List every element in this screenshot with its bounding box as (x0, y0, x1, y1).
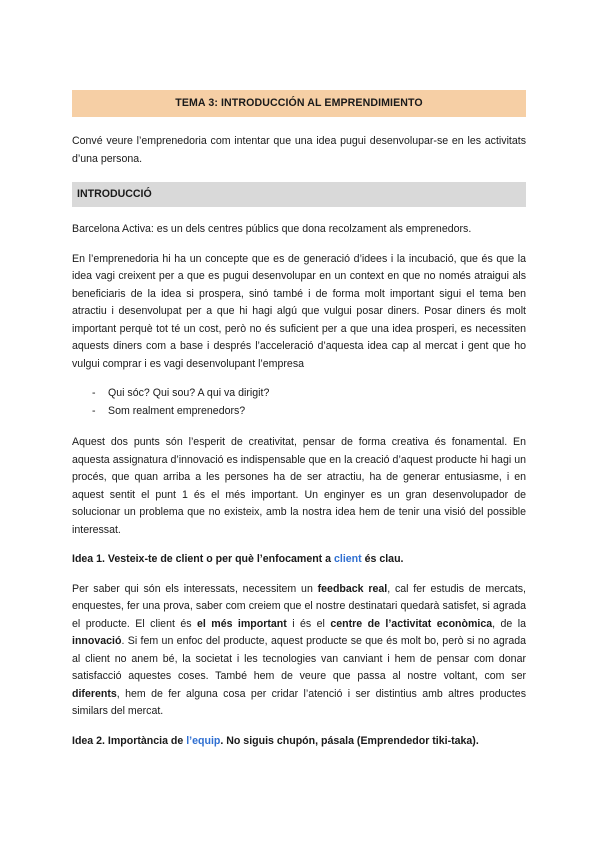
p4-text: , cal fer estudis de mercats, enquestes, fer una prova, saber com creiem que el nostre destinatari quedarà satisfet, si agrada el producte. El client és (72, 582, 527, 630)
p4-bold: feedback real (317, 582, 388, 595)
p4-text: Per saber qui són els interessats, necessitem un (72, 582, 318, 595)
idea-1-highlight: client (334, 553, 362, 565)
document-content (72, 90, 526, 762)
idea-1-heading (72, 551, 526, 569)
idea-1-post: és clau. (361, 553, 404, 565)
page-title-text: TEMA 3: INTRODUCCIÓN AL EMPRENDIMIENTO (175, 96, 423, 109)
p4-bold: centre de l’activitat econòmica (330, 617, 493, 630)
p4-bold: diferents (72, 687, 117, 700)
idea-2-heading (72, 733, 526, 751)
list-item (72, 403, 526, 421)
paragraph-creativitat: Aquest dos punts són l’esperit de creativitat, pensar de forma creativa és fonamental. En aquesta assignatura d’innovació es indispensable que en la creació d’aquest producte hi hagi un procés, que quan arriba a les persones ha de ser atractiu, ha de generar entusiasme, i en aquest sentit el punt 1 és el més important. Un enginyer es un gran desenvolupador de solucionar un problema que no existeix, amb la nostra idea hem de tenir una visió del possible interessat. (72, 436, 526, 536)
list-dash: - (92, 404, 96, 417)
list-item-text: Qui sóc? Qui sou? A qui va dirigit? (108, 387, 270, 399)
idea-1-pre: Idea 1. Vesteix-te de client o per què l’enfocament a (72, 553, 334, 565)
idea-2-highlight: l’equip (186, 734, 221, 747)
intro-paragraph: Convé veure l’emprenedoria com intentar que una idea pugui desenvolupar-se en les activitats d’una persona. (72, 135, 526, 165)
question-list (72, 385, 526, 420)
paragraph-emprenedoria: En l’emprenedoria hi ha un concepte que es de generació d’idees i la incubació, que és que la idea vagi creixent per a que es pugui desenvolupar en un context en que no només atraigui als beneficiaris de la idea si prospera, sinó també i de forma molt important sigui el tema ben atractiu i desenvolupat per a que hi hagi algú que vulgui posar diners. Posar diners és molt important perquè tot té un cost, però no és suficient per a que una idea prosperi, es necessiten aquests diners com a base i després l’acceleració d’aquesta idea cap al mercat i gent que ho vulgui comprar i es vagi desenvolupant l’empresa (72, 252, 526, 370)
p4-text: , hem de fer alguna cosa per cridar l’atenció i ser distintius amb altres productes similars del mercat. (72, 687, 526, 717)
page-title (72, 90, 526, 117)
p4-bold: el més important (197, 617, 287, 630)
idea-2-pre: Idea 2. Importància de (72, 734, 187, 747)
p4-text: . Si fem un enfoc del producte, aquest producte se que és molt bo, però si no agrada al client no anem bé, la societat i les tecnologies van canviant i hem de pensar com donar satisfacció aquestes coses. També hem de veure que passa al nostre voltant, com ser (72, 635, 526, 682)
list-item-text: Som realment emprenedors? (108, 404, 246, 417)
idea-2-post: . No siguis chupón, pásala (Emprendedor tiki-taka). (220, 734, 479, 747)
p4-text: , de la (492, 617, 526, 630)
section-heading-text: INTRODUCCIÓ (77, 187, 152, 200)
paragraph-barcelona-activa: Barcelona Activa: es un dels centres públics que dona recolzament als emprenedors. (72, 223, 472, 235)
p4-text: i és el (286, 617, 331, 630)
p4-bold: innovació (72, 635, 122, 647)
section-heading (72, 182, 526, 207)
list-dash: - (92, 387, 96, 399)
list-item (72, 385, 526, 403)
paragraph-interessats (72, 581, 526, 721)
